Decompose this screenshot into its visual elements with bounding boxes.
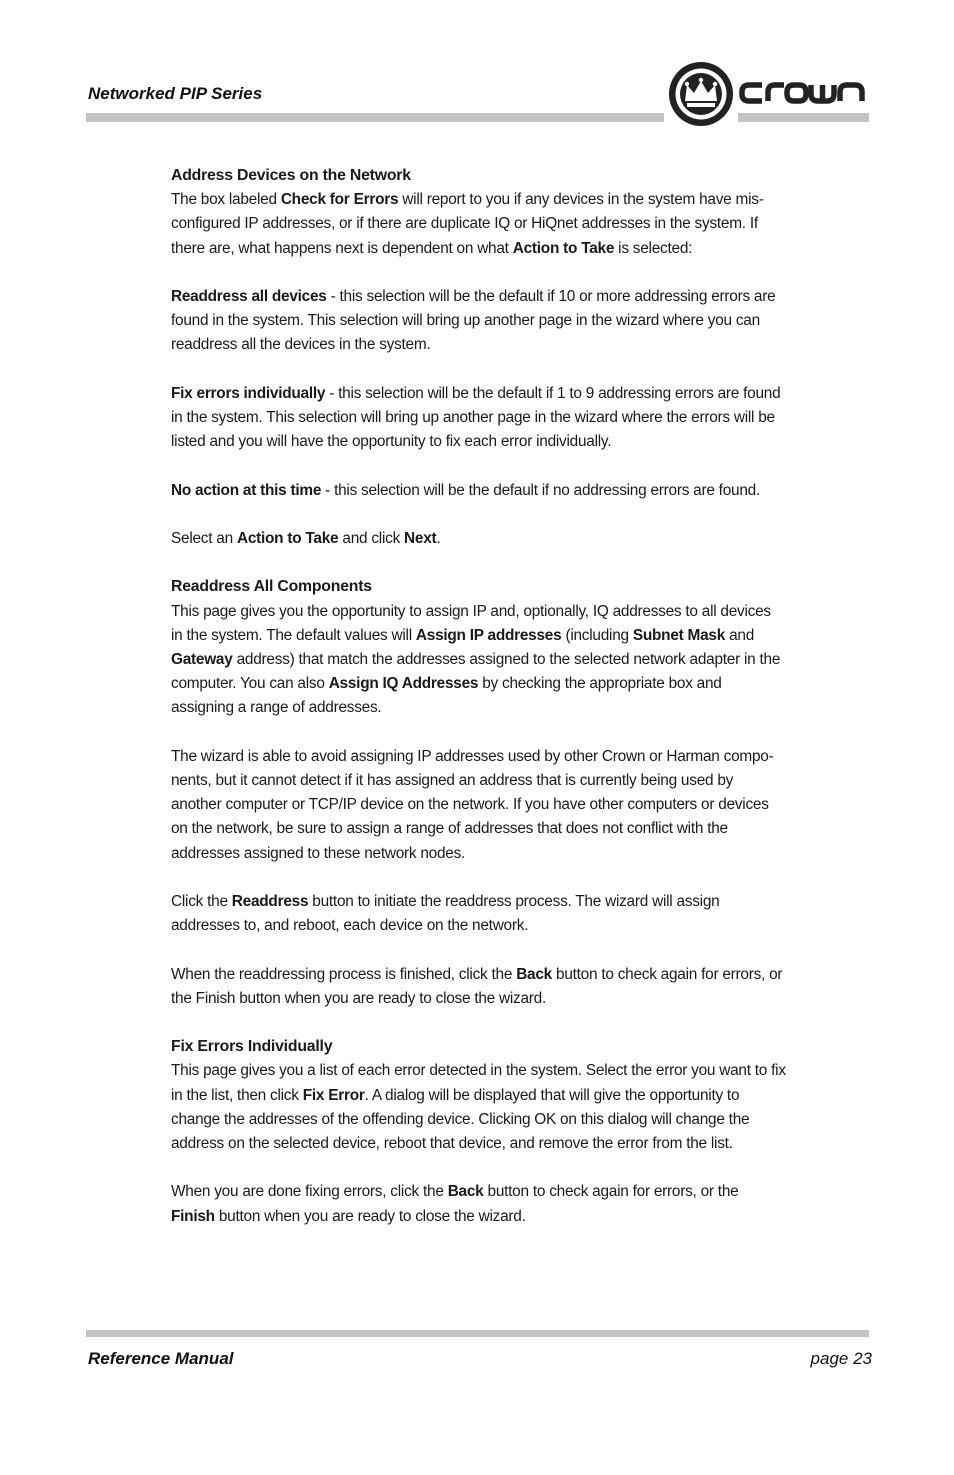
- paragraph: This page gives you the opportunity to assign IP and, optionally, IQ addresses to all devices in the system. The default values will Assign IP addresses (including Subnet Mask and Gateway address) that match the addresses assigned to the selected network adapter in the computer. You can also Assign IQ Addresses by checking the appropriate box and assigning a range of addresses.: [171, 602, 781, 717]
- header-title: Networked PIP Series: [88, 84, 263, 103]
- page-body: [171, 164, 786, 1229]
- section-heading-readdress-all: Readdress All Components: [171, 578, 372, 596]
- paragraph: Click the Readdress button to initiate the readdress process. The wizard will assign addresses to, and reboot, each device on the network.: [171, 892, 720, 935]
- paragraph: This page gives you a list of each error detected in the system. Select the error you want to fix in the list, then click Fix Error. A dialog will be displayed that will give the opportunity to change the addresses of the offending device. Clicking OK on this dialog will change the address on the selected device, reboot that device, and remove the error from the list.: [171, 1062, 786, 1152]
- section-heading-fix-errors: Fix Errors Individually: [171, 1038, 333, 1056]
- paragraph: Readdress all devices - this selection will be the default if 10 or more addressing errors are found in the system. This selection will bring up another page in the wizard where you can readdress all the devices in the system.: [171, 288, 776, 354]
- paragraph: Fix errors individually - this selection will be the default if 1 to 9 addressing errors are found in the system. This selection will bring up another page in the wizard where the errors will be listed and you will have the opportunity to fix each error individually.: [171, 384, 781, 451]
- footer-rule: [86, 1330, 869, 1337]
- paragraph: The box labeled Check for Errors will report to you if any devices in the system have mis-configured IP addresses, or if there are duplicate IQ or HiQnet addresses in the system. If there are, what happens next is dependent on what Action to Take is selected:: [171, 191, 764, 257]
- header-rule-left: [86, 113, 664, 122]
- footer-manual-title: Reference Manual: [88, 1349, 234, 1368]
- paragraph: The wizard is able to avoid assigning IP addresses used by other Crown or Harman compo-nents, but it cannot detect if it has assigned an address that is currently being used by another computer or TCP/IP device on the network. If you have other computers or devices on the network, be sure to assign a range of addresses that does not conflict with the addresses assigned to these network nodes.: [171, 747, 774, 862]
- crown-logo: [666, 61, 870, 129]
- paragraph: Select an Action to Take and click Next.: [171, 529, 441, 547]
- section-heading-address-devices: Address Devices on the Network: [171, 167, 411, 184]
- paragraph: When you are done fixing errors, click the Back button to check again for errors, or the Finish button when you are ready to close the wizard.: [171, 1183, 739, 1225]
- paragraph: When the readdressing process is finished, click the Back button to check again for errors, or the Finish button when you are ready to close the wizard.: [171, 965, 783, 1007]
- page-number: page 23: [810, 1349, 872, 1368]
- paragraph: No action at this time - this selection will be the default if no addressing errors are found.: [171, 481, 760, 499]
